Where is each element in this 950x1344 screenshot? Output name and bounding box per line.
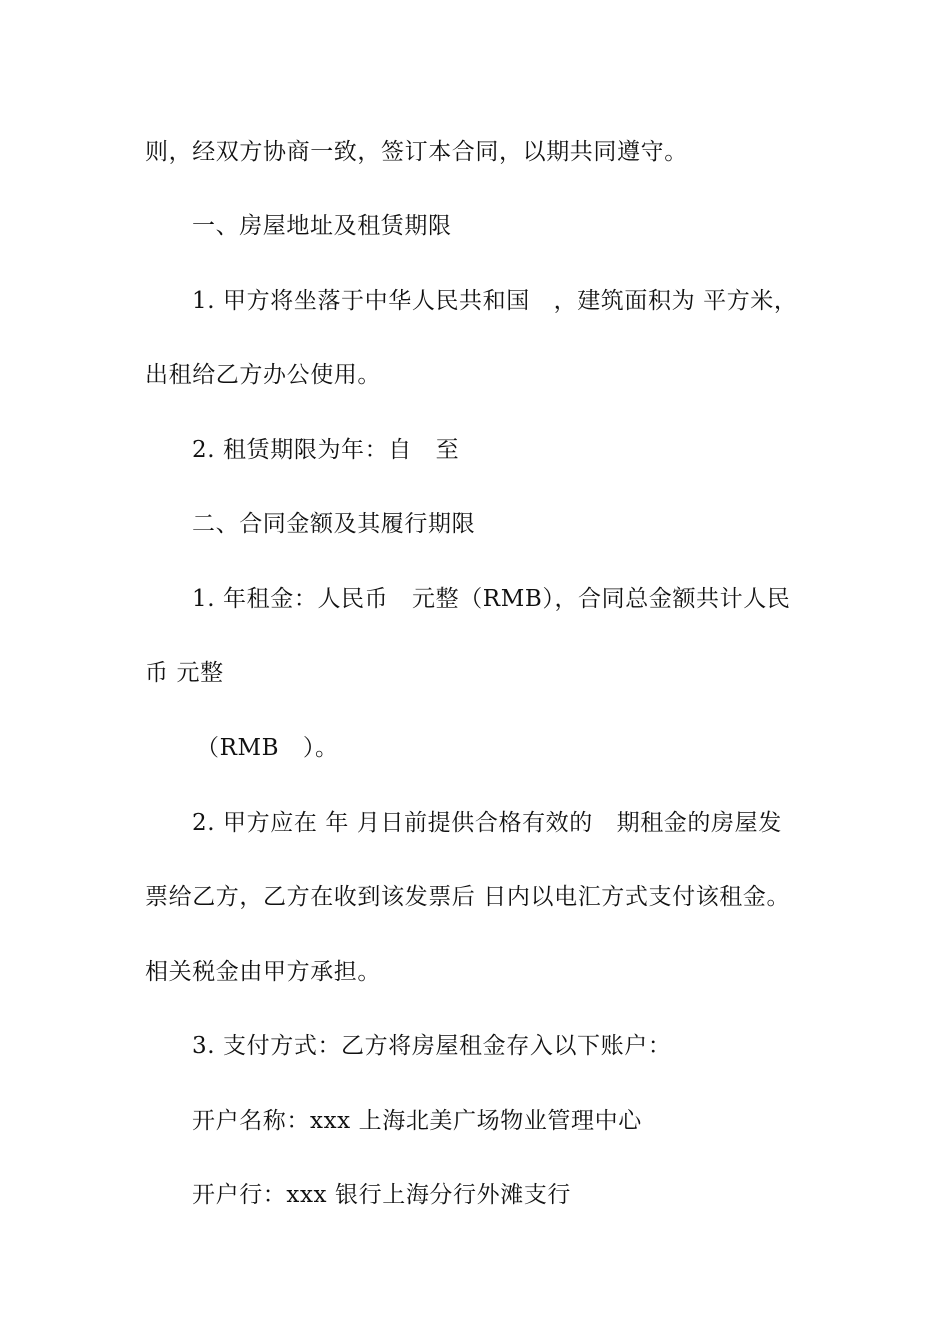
clause-2-1-line-1: 1. 年租金：人民币 元整（RMB），合同总金额共计人民 (192, 586, 791, 612)
section-heading-2: 二、合同金额及其履行期限 (192, 511, 476, 537)
clause-1-1-line-2: 出租给乙方办公使用。 (145, 362, 381, 388)
section-heading-1: 一、房屋地址及租赁期限 (192, 213, 452, 239)
clause-1-2: 2. 租赁期限为年：自 至 (192, 437, 460, 463)
clause-2-2-line-3: 相关税金由甲方承担。 (145, 959, 381, 985)
clause-2-2-line-2: 票给乙方，乙方在收到该发票后 日内以电汇方式支付该租金。 (145, 884, 791, 910)
clause-2-3: 3. 支付方式：乙方将房屋租金存入以下账户： (192, 1033, 672, 1059)
account-name-line: 开户名称：xxx 上海北美广场物业管理中心 (192, 1108, 642, 1134)
clause-1-1-line-1: 1. 甲方将坐落于中华人民共和国 ，建筑面积为 平方米， (192, 288, 798, 314)
bank-branch-line: 开户行：xxx 银行上海分行外滩支行 (192, 1182, 572, 1208)
paragraph-line-preamble: 则，经双方协商一致，签订本合同，以期共同遵守。 (145, 139, 688, 165)
clause-2-1-line-2: 币 元整 (145, 660, 224, 686)
clause-2-1-line-3: （RMB ）。 (196, 735, 339, 761)
clause-2-2-line-1: 2. 甲方应在 年 月日前提供合格有效的 期租金的房屋发 (192, 810, 782, 836)
